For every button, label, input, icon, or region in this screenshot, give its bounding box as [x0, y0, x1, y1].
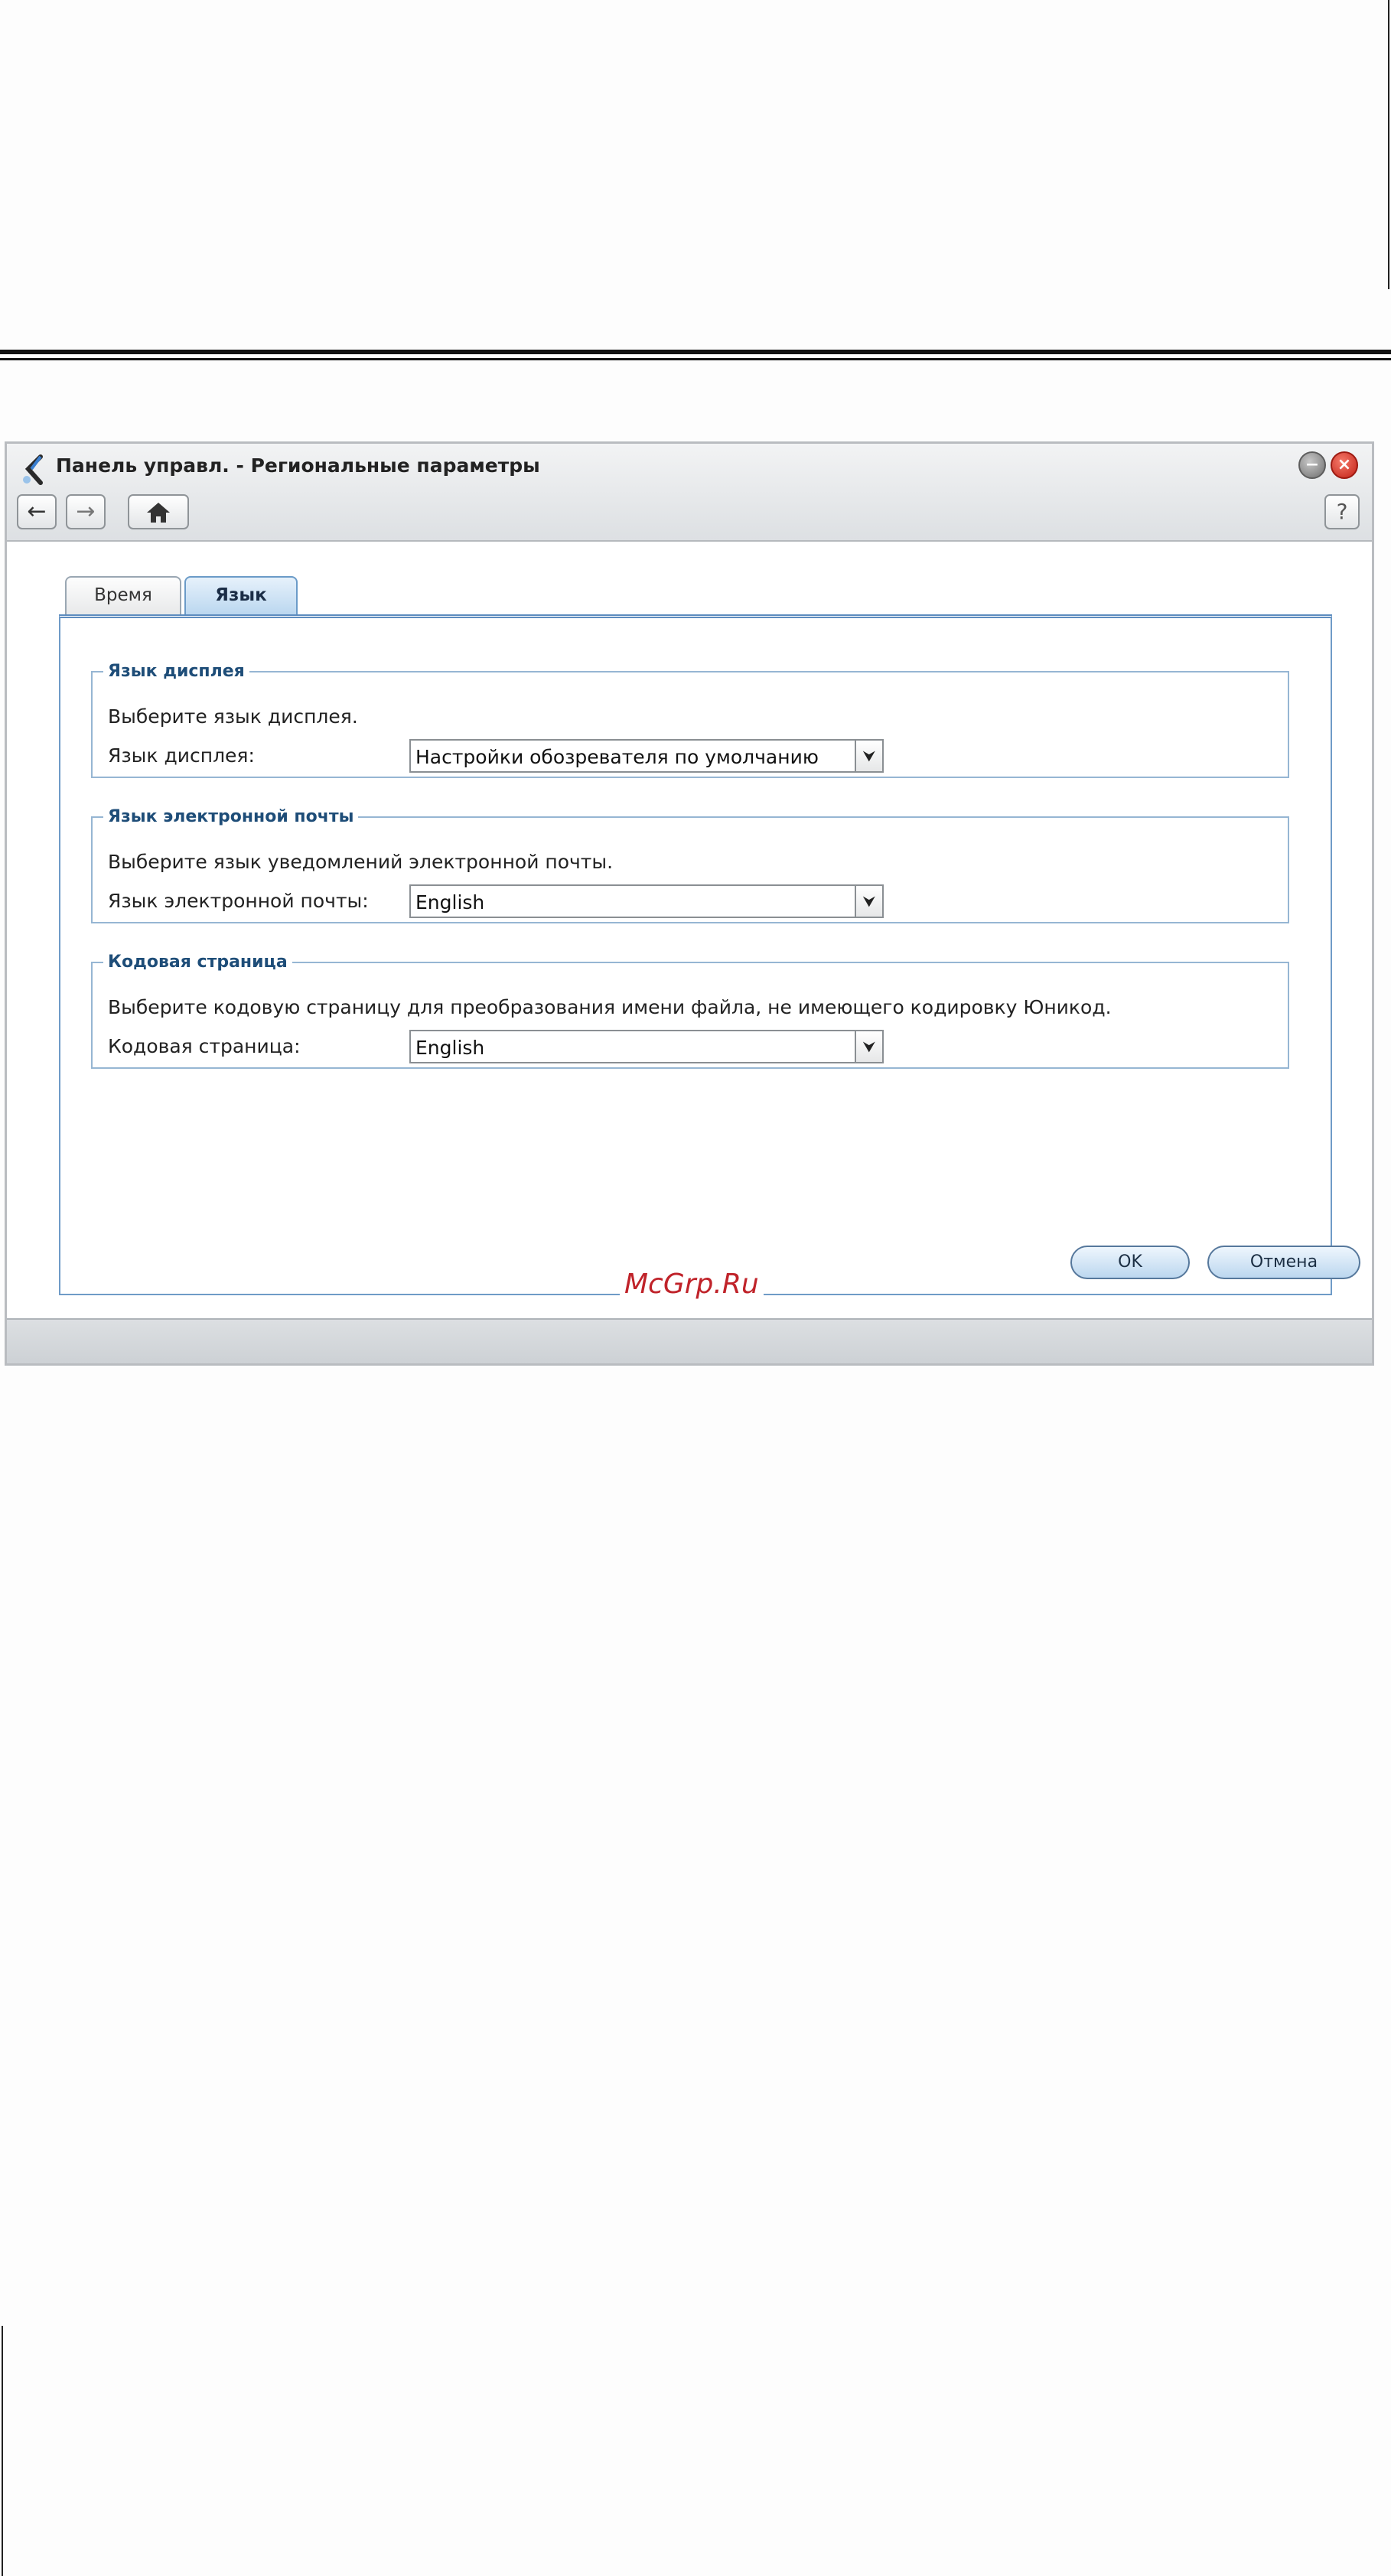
display-language-value: Настройки обозревателя по умолчанию	[415, 746, 819, 768]
control-panel-window	[5, 441, 1374, 1366]
page-margin-line-bottom	[2, 2326, 3, 2576]
email-language-description: Выберите язык уведомлений электронной почты.	[108, 851, 614, 873]
home-icon	[145, 501, 171, 524]
title-bar	[7, 444, 1372, 542]
display-language-label: Язык дисплея:	[108, 744, 255, 767]
status-bar	[7, 1318, 1372, 1363]
chevron-down-icon[interactable]: ⮟	[855, 741, 882, 771]
content-area	[7, 542, 1372, 1318]
control-panel-icon	[18, 452, 53, 487]
close-icon: ×	[1337, 455, 1352, 474]
display-language-select[interactable]	[409, 739, 884, 773]
home-button[interactable]	[128, 494, 189, 529]
minimize-button[interactable]	[1298, 451, 1326, 479]
language-panel	[59, 614, 1332, 1295]
forward-button[interactable]	[66, 494, 106, 529]
codepage-description: Выберите кодовую страницу для преобразования имени файла, не имеющего кодировку Юникод.	[108, 996, 1112, 1018]
tab-time[interactable]: Время	[65, 576, 181, 614]
minimize-icon: −	[1305, 455, 1320, 474]
codepage-group	[91, 953, 1289, 1069]
page-rule-thick	[0, 350, 1391, 354]
email-language-select[interactable]	[409, 884, 884, 918]
page-rule-thin	[0, 358, 1391, 360]
watermark: McGrp.Ru	[620, 1268, 764, 1300]
codepage-select[interactable]	[409, 1030, 884, 1063]
close-button[interactable]	[1331, 451, 1358, 479]
email-language-legend: Язык электронной почты	[108, 807, 354, 826]
cancel-button[interactable]: Отмена	[1207, 1246, 1360, 1279]
codepage-label: Кодовая страница:	[108, 1035, 301, 1057]
chevron-down-icon[interactable]: ⮟	[855, 886, 882, 917]
display-language-legend: Язык дисплея	[108, 662, 245, 681]
window-title: Панель управл. - Региональные параметры	[56, 454, 540, 477]
ok-button[interactable]: OK	[1070, 1246, 1190, 1279]
arrow-left-icon: ←	[27, 498, 47, 525]
tab-language[interactable]: Язык	[184, 576, 298, 616]
email-language-value: English	[415, 891, 485, 913]
display-language-description: Выберите язык дисплея.	[108, 705, 358, 728]
email-language-label: Язык электронной почты:	[108, 890, 369, 912]
display-language-group	[91, 662, 1289, 778]
codepage-legend: Кодовая страница	[108, 953, 288, 972]
arrow-right-icon: →	[76, 498, 96, 525]
chevron-down-icon[interactable]: ⮟	[855, 1031, 882, 1062]
codepage-value: English	[415, 1037, 485, 1059]
page-margin-line	[1388, 0, 1389, 289]
email-language-group	[91, 807, 1289, 923]
back-button[interactable]	[17, 494, 57, 529]
help-button[interactable]: ?	[1324, 494, 1360, 529]
